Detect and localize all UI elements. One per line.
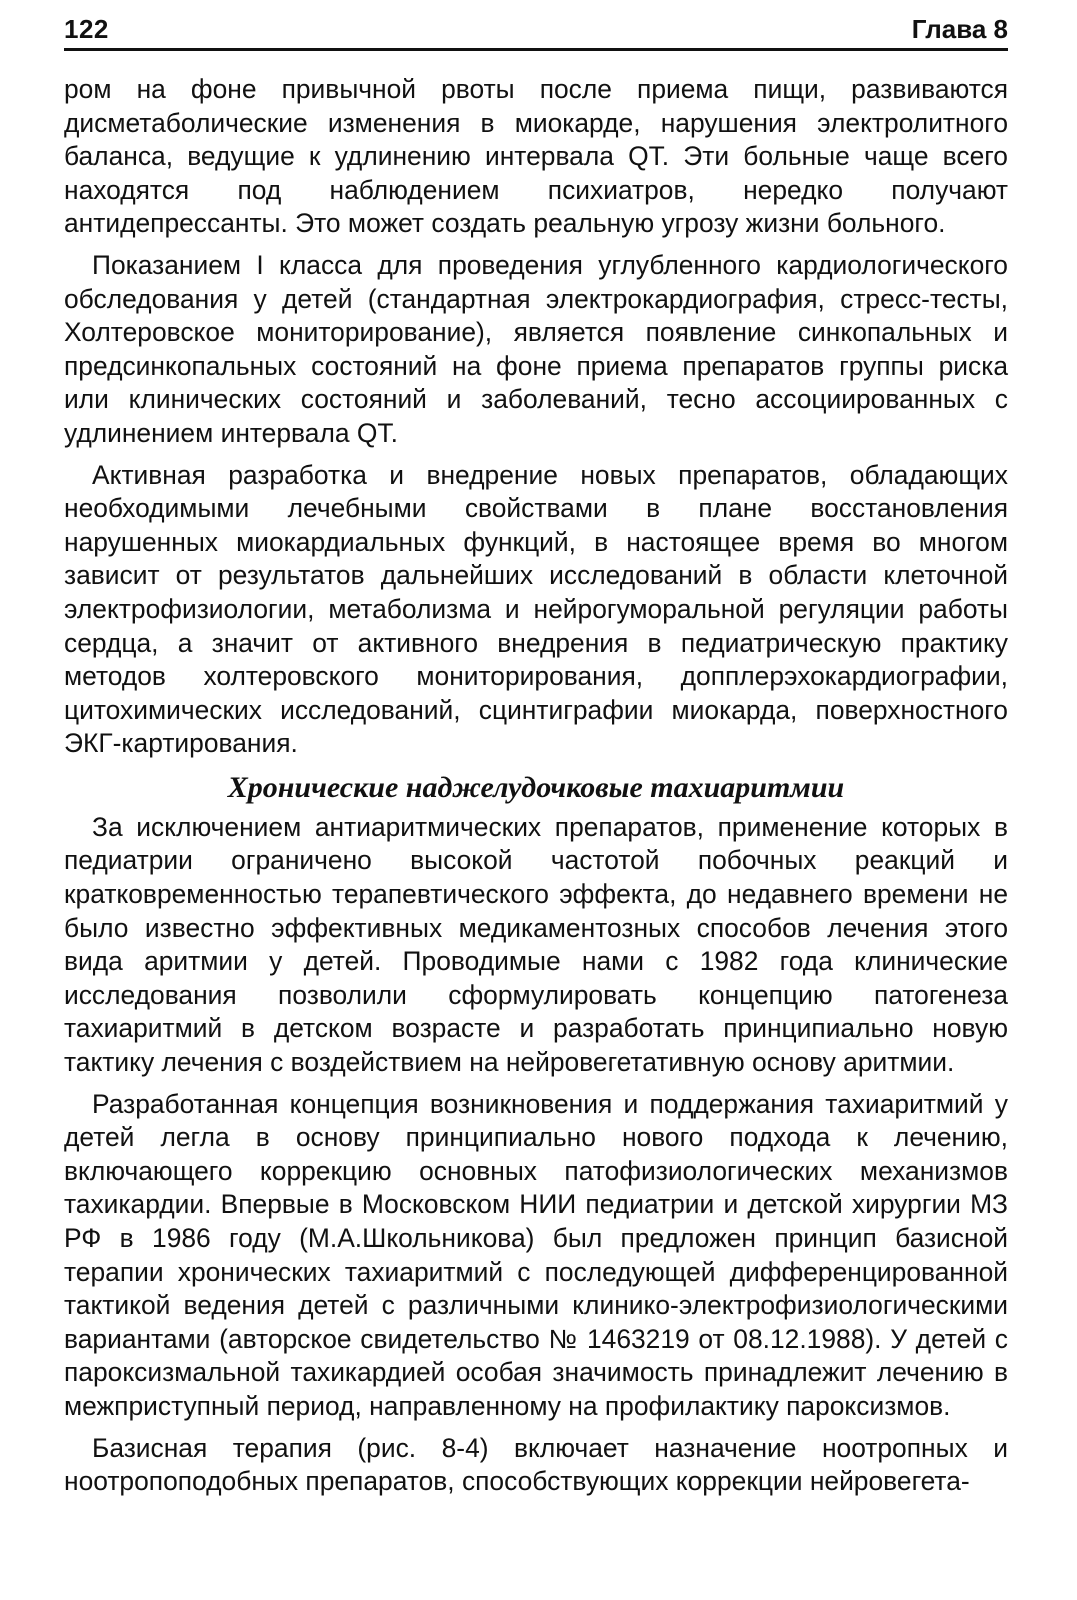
paragraph-continued: ром на фоне привычной рвоты после приема пищи, развиваются дисметаболические изменения в миокарде, нарушения электролитного баланса, ведущие к удлинению интервала QT. Эти больные чаще всего находятся под наблюдением психиатров, нередко получают антидепрессанты. Это может создать реальную угрозу жизни больного. — [64, 74, 1008, 239]
section-heading: Хронические наджелудочковые тахиаритмии — [227, 770, 845, 804]
paragraph: Разработанная концепция возникновения и поддержания тахиаритмий у детей легла в основу принципиально нового подхода к лечению, включающего коррекцию основных патофизиологических механизмов тахикардии. Впервые в Московском НИИ педиатрии и детской хирургии МЗ РФ в 1986 году (М.А.Школьникова) был предложен принцип базисной терапии хронических тахиаритмий с последующей дифференцированной тактикой ведения детей с различными клинико-электрофизиологическими вариантами (авторское свидетельство № 1463219 от 08.12.1988). У детей с пароксизмальной тахикардией особая значимость принадлежит лечению в межприступный период, направленному на профилактику пароксизмов. — [64, 1088, 1008, 1421]
body-text — [64, 73, 1008, 1499]
paragraph: За исключением антиаритмических препаратов, применение которых в педиатрии ограничено высокой частотой побочных реакций и кратковременностью терапевтического эффекта, до недавнего времени не было известно эффективных медикаментозных способов лечения этого вида аритмии у детей. Проводимые нами с 1982 года клинические исследования позволили сформулировать концепцию патогенеза тахиаритмий в детском возрасте и разработать принципиально новую тактику лечения с воздействием на нейровегетативную основу аритмии. — [64, 811, 1008, 1078]
chapter-title: Глава 8 — [911, 14, 1008, 44]
page-number: 122 — [64, 14, 109, 44]
running-head — [64, 14, 1008, 51]
paragraph: Активная разработка и внедрение новых препаратов, обладающих необходимыми лечебными свойствами в плане восстановления нарушенных миокардиальных функций, в настоящее время во многом зависит от результатов дальнейших исследований в области клеточной электрофизиологии, метаболизма и нейрогуморальной регуляции работы сердца, а значит от активного внедрения в педиатрическую практику методов холтеровского мониторирования, допплерэхокардиографии, цитохимических исследований, сцинтиграфии миокарда, поверхностного ЭКГ-картирования. — [64, 459, 1008, 759]
paragraph: Базисная терапия (рис. 8-4) включает назначение ноотропных и ноотропоподобных препаратов, способствующих коррекции нейровегета- — [64, 1432, 1008, 1497]
book-page — [64, 14, 1008, 1507]
paragraph: Показанием I класса для проведения углубленного кардиологического обследования у детей (стандартная электрокардиография, стресс-тесты, Холтеровское мониторирование), является появление синкопальных и предсинкопальных состояний на фоне приема препаратов группы риска или клинических состояний и заболеваний, тесно ассоциированных с удлинением интервала QT. — [64, 249, 1008, 448]
